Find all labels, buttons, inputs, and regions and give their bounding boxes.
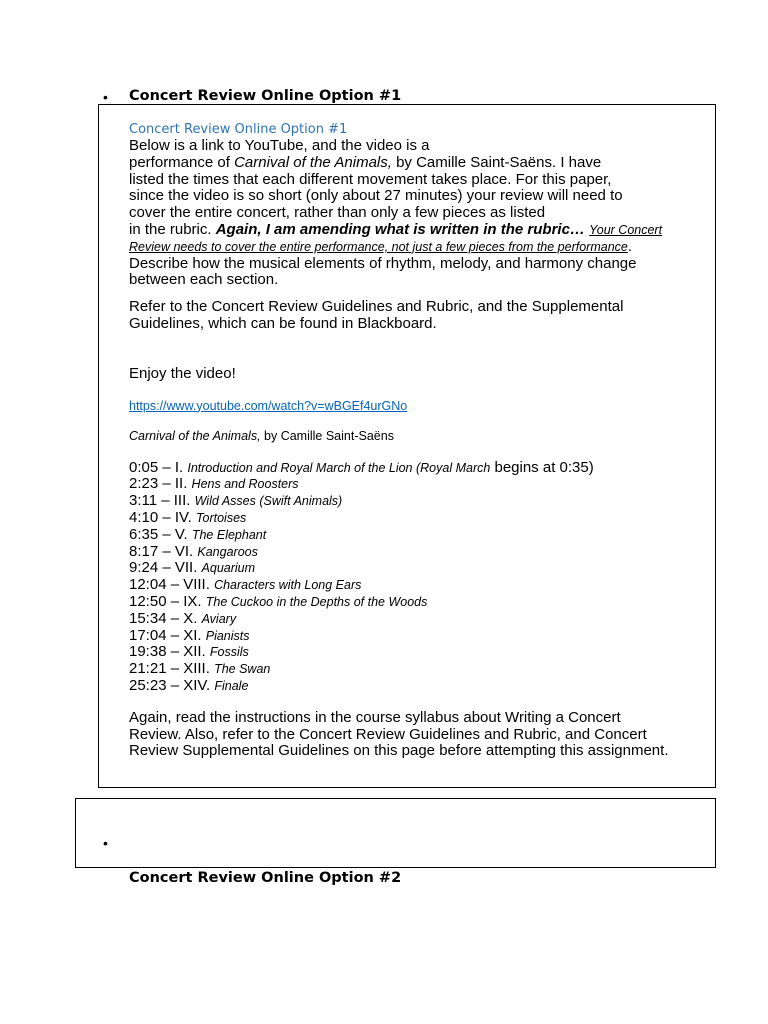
movement-time: 2:23 – II. [129,475,192,493]
movement-title: Fossils [209,645,249,660]
movement-item [129,644,699,661]
movement-item [129,661,699,678]
movement-title: Aquarium [201,561,256,576]
movement-time: 8:17 – VI. [129,542,198,560]
movement-time: 3:11 – III. [129,492,195,510]
movement-item [129,594,699,611]
amendment-underlined: Your Concert [589,222,663,237]
intro-line: since the video is so short (only about 27 minutes) your review will need to [129,187,623,205]
work-credit [129,428,699,444]
movement-item [129,611,699,628]
intro-line: Describe how the musical elements of rhythm, melody, and harmony change [129,254,637,272]
intro-line [129,155,699,172]
box-title: Concert Review Online Option #1 [129,122,348,137]
movement-item [129,493,699,510]
movement-time: 19:38 – XII. [129,643,210,661]
movement-note: begins at 0:35) [490,458,594,476]
movement-time: 6:35 – V. [129,525,192,543]
movement-time: 0:05 – I. [129,458,188,476]
movement-list [129,460,699,695]
intro-text: in the rubric. [129,220,216,238]
closing-line: Review. Also, refer to the Concert Review Guidelines and Rubric, and Concert [129,725,647,743]
intro-text: . [627,237,633,255]
intro-text: performance of [129,153,235,171]
movement-title: Pianists [205,628,250,643]
movement-time: 9:24 – VII. [129,559,202,577]
movement-time: 17:04 – XI. [129,626,206,644]
movement-time: 12:50 – IX. [129,592,206,610]
work-title: Carnival of the Animals, [234,153,392,171]
movement-item [129,527,699,544]
movement-item [129,678,699,695]
movement-title: Characters with Long Ears [214,578,362,593]
movement-time: 12:04 – VIII. [129,576,215,594]
movement-item [129,628,699,645]
movement-title: Introduction and Royal March of the Lion (Royal March [187,460,491,475]
movement-item [129,560,699,577]
movement-time: 21:21 – XIII. [129,660,215,678]
bullet-icon: • [103,835,108,851]
movement-title: The Swan [214,662,271,677]
movement-time: 4:10 – IV. [129,508,197,526]
intro-line: cover the entire concert, rather than only a few pieces as listed [129,204,546,222]
movement-title: Tortoises [196,510,247,525]
movement-time: 25:23 – XIV. [129,676,215,694]
intro-text: by Camille Saint-Saëns. I have [391,153,602,171]
movement-item [129,544,699,561]
movement-title: Aviary [201,611,237,626]
intro-line [129,222,699,239]
amendment-emphasis: Again, I am amending what is written in the rubric… [215,220,585,238]
movement-item [129,460,699,477]
section-heading-option-1: Concert Review Online Option #1 [129,88,402,104]
work-title: Carnival of the Animals, [129,428,261,443]
movement-title: The Elephant [191,527,267,542]
intro-line [129,239,699,256]
closing-line: Review Supplemental Guidelines on this page before attempting this assignment. [129,742,669,760]
section-heading-option-2: Concert Review Online Option #2 [129,870,402,886]
movement-item [129,510,699,527]
intro-line: listed the times that each different movement takes place. For this paper, [129,170,612,188]
movement-title: Hens and Roosters [191,477,299,492]
movement-item [129,476,699,493]
empty-box [75,798,716,868]
closing-paragraph [129,710,699,760]
intro-paragraph [129,138,699,289]
movement-title: The Cuckoo in the Depths of the Woods [205,594,428,609]
movement-item [129,577,699,594]
movement-title: Kangaroos [197,544,258,559]
amendment-underlined: Review needs to cover the entire performance, not just a few pieces from the performance [129,239,628,254]
box-content [129,121,699,760]
intro-line: Below is a link to YouTube, and the video is a [129,137,430,154]
refer-line: Refer to the Concert Review Guidelines and Rubric, and the Supplemental [129,298,624,316]
closing-line: Again, read the instructions in the course syllabus about Writing a Concert [129,708,621,726]
movement-title: Wild Asses (Swift Animals) [194,494,343,509]
bullet-icon: • [103,89,108,105]
enjoy-text: Enjoy the video! [129,364,236,382]
movement-title: Finale [214,678,249,693]
movement-time: 15:34 – X. [129,609,202,627]
intro-line: between each section. [129,271,279,289]
composer: by Camille Saint-Saëns [260,428,394,443]
refer-line: Guidelines, which can be found in Blackboard. [129,314,437,332]
refer-paragraph [129,299,699,333]
youtube-link[interactable]: https://www.youtube.com/watch?v=wBGEf4urGNo [129,398,408,413]
